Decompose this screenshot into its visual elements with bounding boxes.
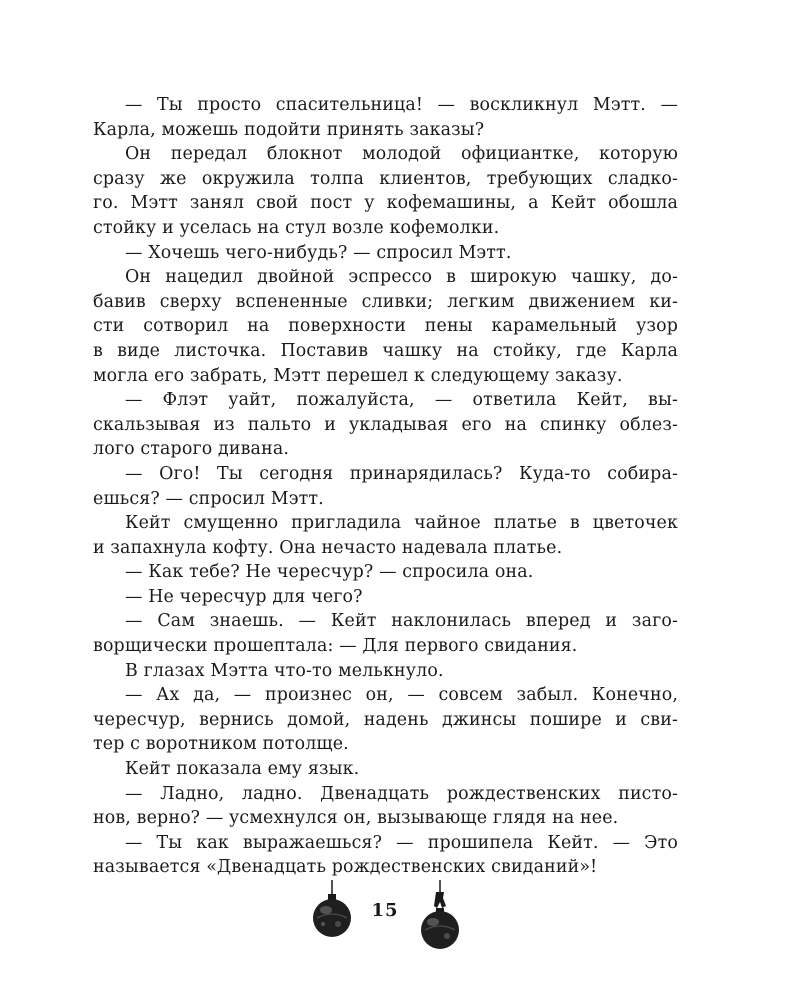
text-line: — Ах да, — произнес он, — совсем забыл. Конечно,: [125, 685, 678, 706]
text-line: сти сотворил на поверхности пены карамельный узор: [93, 316, 678, 337]
text-line: сразу же окружила толпа клиентов, требующих сладко-: [93, 168, 678, 189]
text-line: тер с воротником потолще.: [93, 734, 349, 755]
text-line: — Ты как выражаешься? — прошипела Кейт. — Это: [125, 832, 678, 853]
text-line: Он нацедил двойной эспрессо в широкую чашку, до-: [125, 267, 678, 288]
christmas-bauble-with-figure-icon: [414, 880, 466, 950]
text-line: — Ого! Ты сегодня принарядилась? Куда-то собира-: [125, 463, 678, 484]
text-line: нов, верно? — усмехнулся он, вызывающе глядя на нее.: [93, 808, 619, 829]
text-line: — Флэт уайт, пожалуйста, — ответила Кейт, вы-: [125, 390, 678, 411]
text-line: ворщически прошептала: — Для первого свидания.: [93, 636, 578, 657]
text-line: скальзывая из пальто и укладывая его на спинку облез-: [93, 414, 678, 435]
text-line: могла его забрать, Мэтт перешел к следующему заказу.: [93, 365, 623, 386]
body-text: [93, 93, 678, 880]
text-line: Кейт показала ему язык.: [125, 759, 360, 780]
text-line: — Не чересчур для чего?: [125, 586, 363, 607]
text-line: — Ты просто спасительница! — воскликнул Мэтт. —: [125, 95, 678, 115]
page-footer: [0, 880, 800, 960]
text-line: — Хочешь чего-нибудь? — спросил Мэтт.: [125, 242, 512, 263]
text-line: Карла, можешь подойти принять заказы?: [93, 119, 485, 140]
page-number: 15: [371, 900, 399, 921]
text-line: стойку и уселась на стул возле кофемолки.: [93, 217, 500, 238]
text-line: в виде листочка. Поставив чашку на стойку, где Карла: [93, 340, 678, 361]
text-line: и запахнула кофту. Она нечасто надевала платье.: [93, 537, 563, 558]
text-line: — Ладно, ладно. Двенадцать рождественских писто-: [125, 783, 678, 804]
text-line: ешься? — спросил Мэтт.: [93, 488, 324, 509]
text-line: чересчур, вернись домой, надень джинсы пошире и сви-: [93, 709, 678, 730]
text-line: го. Мэтт занял свой пост у кофемашины, а Кейт обошла: [93, 193, 678, 214]
text-line: — Как тебе? Не чересчур? — спросила она.: [125, 562, 534, 583]
christmas-bauble-icon: [309, 880, 355, 940]
text-line: — Сам знаешь. — Кейт наклонилась вперед и заго-: [125, 611, 678, 632]
text-line: В глазах Мэтта что-то мелькнуло.: [125, 660, 444, 681]
text-line: лого старого дивана.: [93, 439, 290, 460]
text-line: Кейт смущенно пригладила чайное платье в цветочек: [125, 513, 678, 534]
text-line: Он передал блокнот молодой официантке, которую: [125, 144, 678, 165]
text-line: бавив сверху вспененные сливки; легким движением ки-: [93, 291, 678, 312]
text-line: называется «Двенадцать рождественских свиданий»!: [93, 857, 598, 878]
